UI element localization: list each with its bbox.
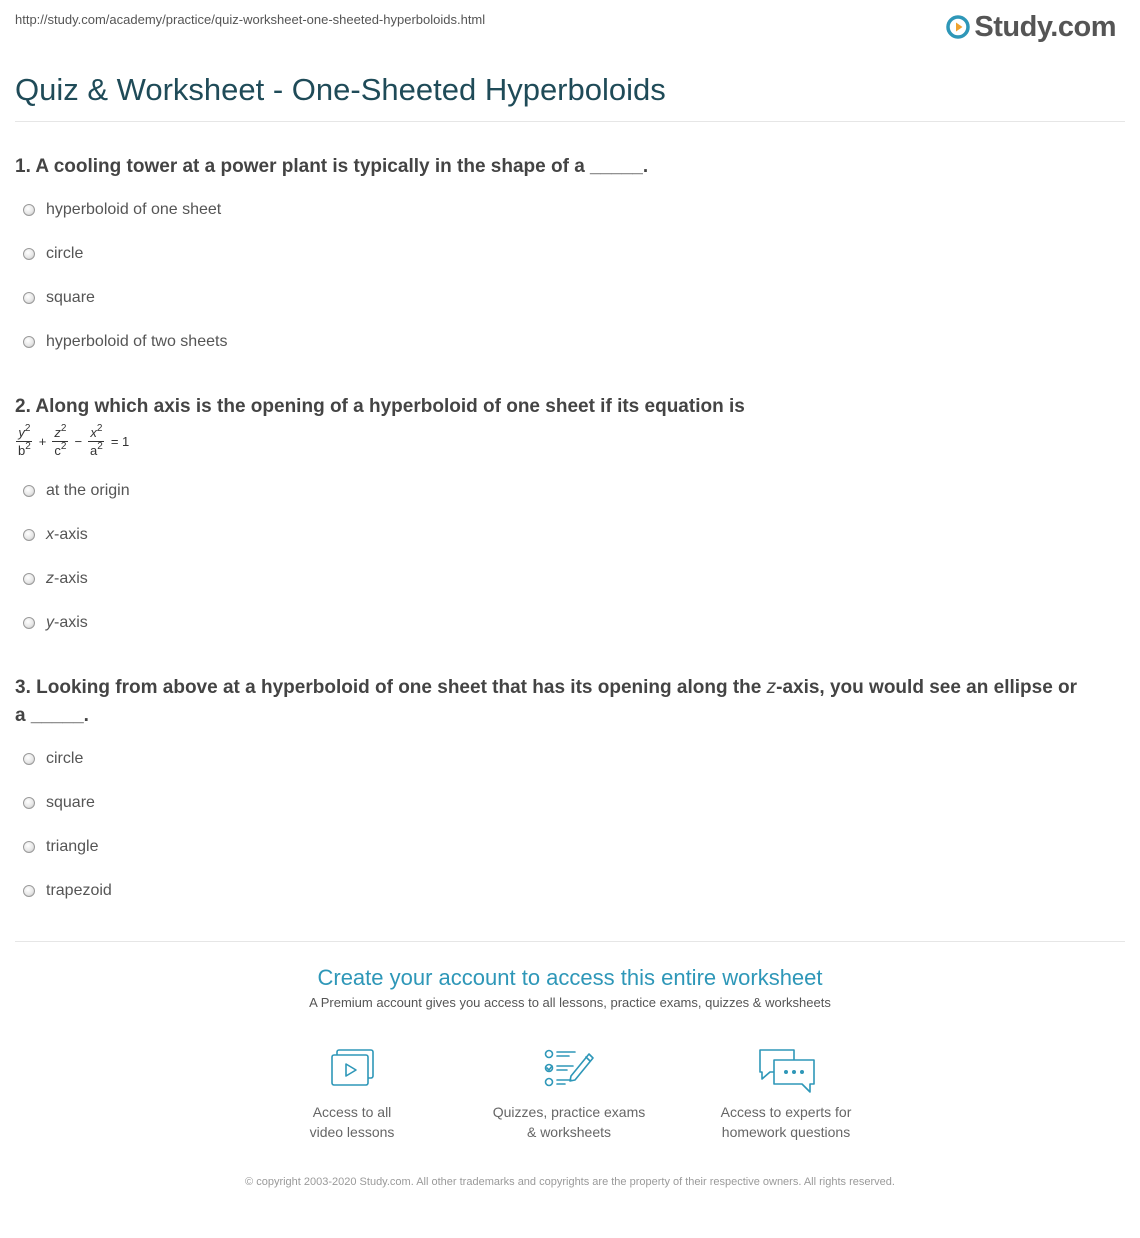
answer-label: y-axis [46,614,88,631]
feature-video-lessons [252,1046,452,1142]
eq-exponent: 2 [60,440,67,452]
answer-label: triangle [46,838,99,855]
answer-label: hyperboloid of one sheet [46,201,222,218]
radio-button[interactable] [23,841,35,853]
answer-option[interactable] [20,825,112,869]
hyperboloid-equation [15,418,134,464]
answer-option[interactable] [20,320,227,364]
eq-exponent: 2 [25,440,31,452]
top-bar [15,12,1116,46]
section-divider [15,941,1125,942]
answer-option[interactable] [20,737,112,781]
radio-button[interactable] [23,617,35,629]
question-3-answers [20,737,112,913]
minus-sign: − [74,433,83,449]
play-logo-icon [946,15,970,39]
study-logo[interactable] [946,12,1116,42]
answer-label: hyperboloid of two sheets [46,333,228,350]
video-lessons-icon [324,1046,380,1094]
fraction-z-over-c [52,424,68,459]
eq-term: x [90,424,97,440]
answer-option[interactable] [20,513,130,557]
question-1-text: 1. A cooling tower at a power plant is typically in the shape of a _____. [15,156,649,177]
answer-option[interactable] [20,557,130,601]
answer-label: circle [46,750,84,767]
page-title: Quiz & Worksheet - One-Sheeted Hyperboloids [15,72,666,107]
eq-term: a [90,442,98,458]
feature-label: Access to experts for homework questions [720,1104,852,1140]
logo-text: Study.com [974,11,1116,43]
answer-label: at the origin [46,482,130,499]
create-account-link[interactable]: Create your account to access this entire worksheet [317,965,823,990]
equals-one: = 1 [110,433,130,449]
eq-exponent: 2 [60,422,67,434]
radio-button[interactable] [23,797,35,809]
page-url[interactable]: http://study.com/academy/practice/quiz-worksheet-one-sheeted-hyperboloids.html [15,12,486,27]
premium-description: A Premium account gives you access to all lessons, practice exams, quizzes & worksheets [309,995,831,1010]
answer-label: z-axis [46,570,88,587]
quiz-checklist-icon [541,1046,597,1094]
answer-option[interactable] [20,601,130,645]
eq-term: z [54,424,61,440]
feature-label: Access to all video lessons [309,1104,395,1140]
radio-button[interactable] [23,885,35,897]
answer-label: circle [46,245,84,262]
answer-option[interactable] [20,869,112,913]
fraction-y-over-b [16,424,33,459]
feature-experts [686,1046,886,1142]
eq-term: b [18,442,26,458]
radio-button[interactable] [23,336,35,348]
eq-exponent: 2 [97,440,103,452]
answer-label: x-axis [46,526,88,543]
question-2-answers [20,469,130,645]
radio-button[interactable] [23,204,35,216]
eq-term: y [18,424,25,440]
question-2-text: 2. Along which axis is the opening of a hyperboloid of one sheet if its equation is [15,396,745,417]
radio-button[interactable] [23,292,35,304]
radio-button[interactable] [23,573,35,585]
eq-exponent: 2 [96,422,103,434]
title-divider [15,121,1125,122]
answer-label: square [46,794,95,811]
feature-quizzes [469,1046,669,1142]
question-1-answers [20,188,227,364]
eq-exponent: 2 [24,422,31,434]
radio-button[interactable] [23,529,35,541]
fraction-x-over-a [88,424,105,459]
answer-label: square [46,289,95,306]
copyright-footer: © copyright 2003-2020 Study.com. All other trademarks and copyrights are the property of their respective owners. All rights reserved. [245,1176,895,1188]
radio-button[interactable] [23,248,35,260]
answer-option[interactable] [20,188,227,232]
answer-option[interactable] [20,232,227,276]
answer-label: trapezoid [46,882,112,899]
feature-label: Quizzes, practice exams & worksheets [492,1104,646,1140]
radio-button[interactable] [23,753,35,765]
answer-option[interactable] [20,469,130,513]
chat-bubbles-icon [754,1046,818,1094]
radio-button[interactable] [23,485,35,497]
answer-option[interactable] [20,781,112,825]
question-3-text: 3. Looking from above at a hyperboloid of one sheet that has its opening along the z-axis, you would see an ellipse or a _____. [15,677,1078,726]
plus-sign: + [38,433,47,449]
eq-term: c [54,442,61,458]
answer-option[interactable] [20,276,227,320]
